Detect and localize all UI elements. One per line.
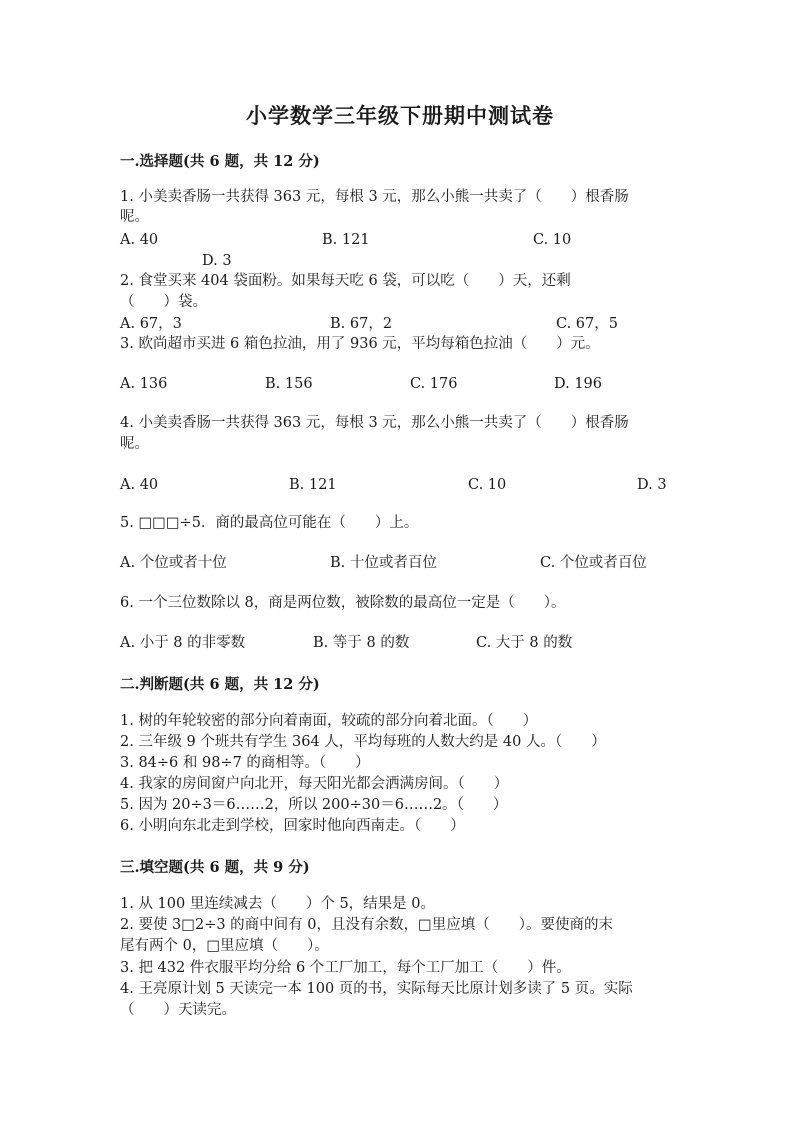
question-text: （ ）袋。 (120, 294, 207, 310)
option-b: B. 十位或者百位 (330, 555, 437, 571)
statement-text: 6. 小明向东北走到学校，回家时他向西南走。（ ） (120, 818, 465, 834)
option-b: B. 156 (265, 376, 313, 392)
option-c: C. 10 (468, 477, 507, 493)
statement-text: 1. 树的年轮较密的部分向着南面，较疏的部分向着北面。（ ） (120, 713, 538, 729)
question-text: 6. 一个三位数除以 8，商是两位数，被除数的最高位一定是（ ）。 (120, 595, 566, 611)
option-c: C. 176 (410, 376, 458, 392)
question-text: 5. □□□÷5．商的最高位可能在（ ）上。 (120, 515, 419, 531)
option-c: C. 个位或者百位 (540, 555, 647, 571)
option-b: B. 等于 8 的数 (313, 635, 410, 651)
question-text: 1. 小美卖香肠一共获得 363 元，每根 3 元，那么小熊一共卖了（ ）根香肠 (120, 189, 629, 205)
option-c: C. 10 (533, 232, 572, 248)
question-text: 呢。 (120, 436, 149, 452)
statement-text: 3. 84÷6 和 98÷7 的商相等。（ ） (120, 755, 370, 771)
option-d: D. 196 (554, 376, 603, 392)
option-b: B. 121 (322, 232, 370, 248)
statement-text: 5. 因为 20÷3＝6……2，所以 200÷30＝6……2。（ ） (120, 797, 508, 813)
section-heading-choice: 一.选择题(共 6 题，共 12 分) (120, 153, 320, 170)
option-a: A. 个位或者十位 (120, 555, 227, 571)
option-b: B. 121 (289, 477, 337, 493)
fill-blank-text: 4. 王亮原计划 5 天读完一本 100 页的书，实际每天比原计划多读了 5 页。实际 (120, 981, 633, 997)
page-title: 小学数学三年级下册期中测试卷 (246, 103, 554, 128)
option-d: D. 3 (202, 253, 232, 269)
option-a: A. 136 (120, 376, 168, 392)
option-a: A. 小于 8 的非零数 (120, 635, 246, 651)
question-text: 4. 小美卖香肠一共获得 363 元，每根 3 元，那么小熊一共卖了（ ）根香肠 (120, 415, 629, 431)
fill-blank-text: 2. 要使 3□2÷3 的商中间有 0，且没有余数，□里应填（ ）。要使商的末 (120, 917, 613, 933)
fill-blank-text: 尾有两个 0，□里应填（ ）。 (120, 938, 329, 954)
statement-text: 2. 三年级 9 个班共有学生 364 人，平均每班的人数大约是 40 人。（ ） (120, 734, 606, 750)
question-text: 呢。 (120, 209, 149, 225)
option-b: B. 67，2 (330, 316, 393, 332)
fill-blank-text: 3. 把 432 件衣服平均分给 6 个工厂加工，每个工厂加工（ ）件。 (120, 960, 571, 976)
option-a: A. 40 (120, 477, 159, 493)
question-text: 3. 欧尚超市买进 6 箱色拉油，用了 936 元，平均每箱色拉油（ ）元。 (120, 336, 600, 352)
option-c: C. 大于 8 的数 (476, 635, 573, 651)
fill-blank-text: （ ）天读完。 (120, 1002, 236, 1018)
question-text: 2. 食堂买来 404 袋面粉。如果每天吃 6 袋，可以吃（ ）天，还剩 (120, 273, 571, 289)
section-heading-judgement: 二.判断题(共 6 题，共 12 分) (120, 676, 320, 693)
section-heading-fill-blank: 三.填空题(共 6 题，共 9 分) (120, 859, 310, 876)
option-a: A. 67，3 (120, 316, 182, 332)
statement-text: 4. 我家的房间窗户向北开，每天阳光都会洒满房间。（ ） (120, 776, 509, 792)
option-d: D. 3 (637, 477, 667, 493)
fill-blank-text: 1. 从 100 里连续减去（ ）个 5，结果是 0。 (120, 896, 436, 912)
option-a: A. 40 (120, 232, 159, 248)
option-c: C. 67，5 (556, 316, 618, 332)
